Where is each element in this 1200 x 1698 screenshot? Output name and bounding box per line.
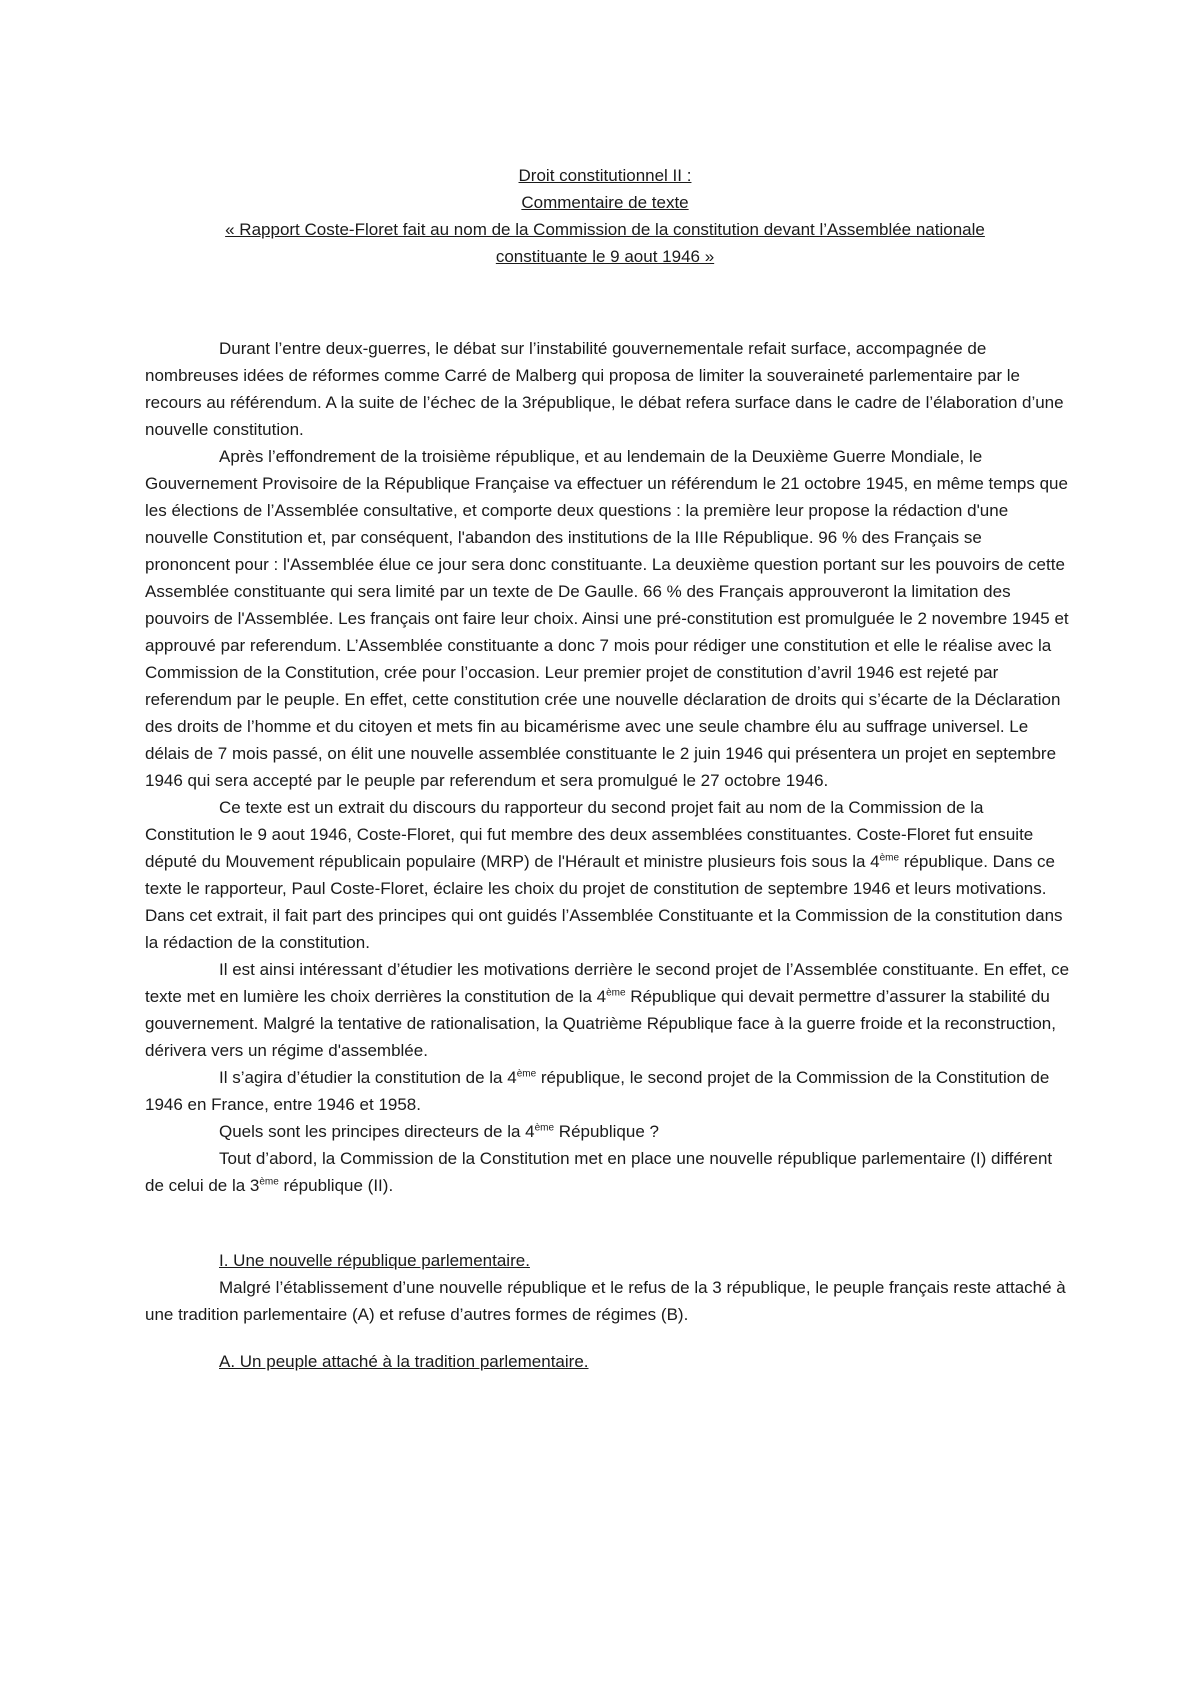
document-title [130, 162, 1080, 270]
title-line-course: Droit constitutionnel II : [518, 166, 692, 185]
section-heading-a: A. Un peuple attaché à la tradition parlementaire. [219, 1352, 589, 1371]
paragraph-section-intro: Malgré l’établissement d’une nouvelle république et le refus de la 3 république, le peuple français reste attaché à une tradition parlementaire (A) et refuse d’autres formes de régimes (B). [145, 1278, 1066, 1324]
paragraph-history: Après l’effondrement de la troisième république, et au lendemain de la Deuxième Guerre Mondiale, le Gouvernement Provisoire de la République Française va effectuer un référendum le 21 octobre 1945, en même temps que les élections de l’Assemblée consultative, et comporte deux questions : la première leur propose la rédaction d'une nouvelle Constitution et, par conséquent, l'abandon des institutions de la IIIe République. 96 % des Français se prononcent pour : l'Assemblée élue ce jour sera donc constituante. La deuxième question portant sur les pouvoirs de cette Assemblée constituante qui sera limité par un texte de De Gaulle. 66 % des Français approuveront la limitation des pouvoirs de l'Assemblée. Les français ont faire leur choix. Ainsi une pré-constitution est promulguée le 2 novembre 1945 et approuvé par referendum. L’Assemblée constituante a donc 7 mois pour rédiger une constitution et elle le réalise avec la Commission de la Constitution, crée pour l’occasion. Leur premier projet de constitution d’avril 1946 est rejeté par referendum par le peuple. En effet, cette constitution crée une nouvelle déclaration de droits qui s’écarte de la Déclaration des droits de l’homme et du citoyen et mets fin au bicamérisme avec une seule chambre élu au suffrage universel. Le délais de 7 mois passé, on élit une nouvelle assemblée constituante le 2 juin 1946 qui présentera un projet en septembre 1946 qui sera accepté par le peuple par referendum et sera promulgué le 27 octobre 1946. [145, 447, 1069, 790]
paragraph-plan: Tout d’abord, la Commission de la Constitution met en place une nouvelle république parlementaire (I) différent de celui de la 3ème république (II). [145, 1149, 1053, 1195]
spacer [145, 1328, 1070, 1348]
paragraph-scope: Il s’agira d’étudier la constitution de la 4ème république, le second projet de la Commission de la Constitution de 1946 en France, entre 1946 et 1958. [145, 1068, 1050, 1114]
title-line-subject-cont: constituante le 9 aout 1946 » [495, 247, 715, 266]
paragraph-context: Durant l’entre deux-guerres, le débat sur l’instabilité gouvernementale refait surface, accompagnée de nombreuses idées de réformes comme Carré de Malberg qui proposa de limiter la souveraineté parlementaire par le recours au référendum. A la suite de l’échec de la 3république, le débat refera surface dans le cadre de l’élaboration d’une nouvelle constitution. [145, 339, 1064, 439]
spacer [145, 1199, 1070, 1247]
paragraph-problem: Quels sont les principes directeurs de la 4ème République ? [219, 1122, 659, 1141]
section-heading-1: I. Une nouvelle république parlementaire. [219, 1251, 530, 1270]
title-line-exercise: Commentaire de texte [521, 193, 689, 212]
document-body [145, 335, 1070, 1375]
title-line-subject: « Rapport Coste-Floret fait au nom de la Commission de la constitution devant l’Assemblée nationale [225, 220, 985, 239]
paragraph-source: Ce texte est un extrait du discours du rapporteur du second projet fait au nom de la Commission de la Constitution le 9 aout 1946, Coste-Floret, qui fut membre des deux assemblées constituantes. Coste-Floret fut ensuite député du Mouvement républicain populaire (MRP) de l'Hérault et ministre plusieurs fois sous la 4ème république. Dans ce texte le rapporteur, Paul Coste-Floret, éclaire les choix du projet de constitution de septembre 1946 et leurs motivations. Dans cet extrait, il fait part des principes qui ont guidés l’Assemblée Constituante et la Commission de la constitution dans la rédaction de la constitution. [145, 798, 1063, 952]
paragraph-interest: Il est ainsi intéressant d’étudier les motivations derrière le second projet de l’Assemblée constituante. En effet, ce texte met en lumière les choix derrières la constitution de la 4ème République qui devait permettre d’assurer la stabilité du gouvernement. Malgré la tentative de rationalisation, la Quatrième République face à la guerre froide et la reconstruction, dérivera vers un régime d'assemblée. [145, 960, 1070, 1060]
